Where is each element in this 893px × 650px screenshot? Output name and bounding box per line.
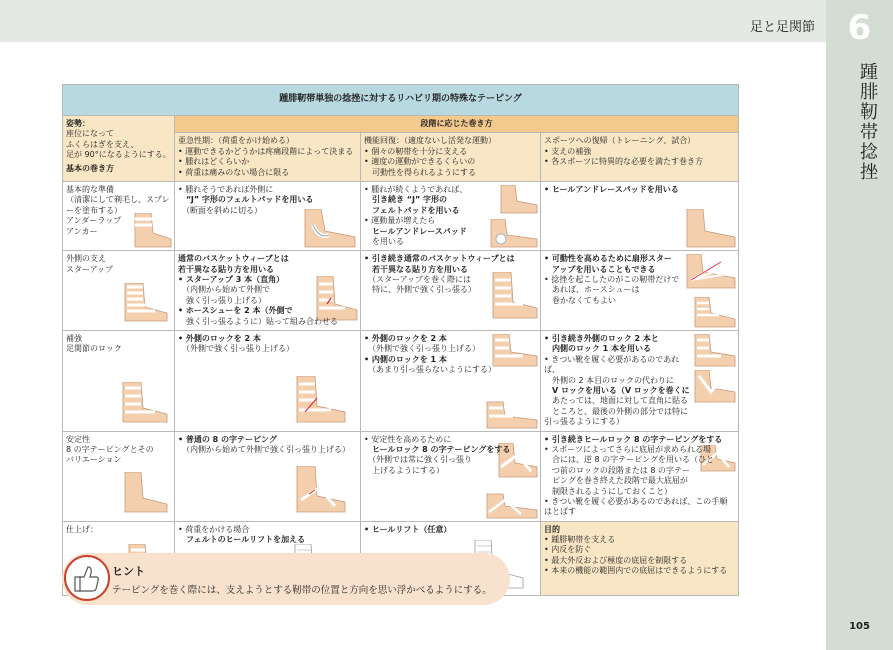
row-label: 補強 (66, 334, 82, 344)
subacute-cell (175, 181, 361, 250)
cell-text (364, 334, 537, 376)
ankle-lock-illustration (291, 376, 347, 426)
cell-line: （あまり引っ張らないようにする） (364, 365, 496, 375)
cell-line: （外側で強く引っ張り上げる） (364, 344, 480, 354)
stage-title: 機能回復：（適度ないし活発な運動） (364, 136, 496, 146)
stage-item: • 適度の運動ができるくらいの (364, 157, 476, 167)
row-label-cell (63, 181, 175, 250)
cell-line: • 普通の 8 の字テーピング (178, 434, 277, 444)
stage-header-row (63, 116, 739, 133)
recovery-cell (361, 431, 541, 521)
posture-line: ふくらはぎを支え、 (66, 139, 139, 149)
cell-line: を用いる (364, 236, 404, 246)
cell-line: 強く引っ張り上げる） (178, 295, 266, 305)
row-label: アンカー (66, 226, 98, 236)
cell-line: 合には、逆 8 の字テーピングを用いる（ひと (544, 455, 715, 465)
heel-lace-pad-illustration (677, 209, 737, 249)
cell-line: （内側から始めて外側で (178, 285, 270, 295)
ankle-lock-illustration (119, 382, 169, 424)
cell-text (544, 334, 694, 428)
recovery-cell (361, 181, 541, 250)
page-number: 105 (849, 621, 870, 632)
hint-box (62, 553, 510, 605)
cell-text (178, 334, 357, 355)
purpose-item: • 内反を防ぐ (544, 545, 592, 555)
cell-line: アップを用いることもできる (544, 264, 656, 274)
stage-column-recovery (361, 133, 541, 182)
cell-line: 若干異なる貼り方を用いる (178, 264, 274, 274)
table-row (63, 181, 739, 250)
cell-line: （外側で強く引っ張り上げる） (178, 344, 294, 354)
heel-lock-illustration (483, 492, 539, 520)
cell-line: 若干異なる貼り方を用いる (364, 264, 468, 274)
cell-line: 特に、外側で強く引っ張る） (364, 285, 476, 295)
cell-text (178, 185, 357, 216)
cell-text (178, 525, 357, 546)
cell-line: • 腫れそうであれば外側に (178, 184, 274, 194)
row-label: 安定性 (66, 434, 90, 444)
row-label: スターアップ (66, 264, 114, 274)
figure-eight-illustration (119, 472, 169, 514)
cell-line: • きつい靴を履く必要があるのであれば、 (544, 354, 680, 375)
figure-eight-illustration (291, 466, 347, 516)
header-band (0, 0, 826, 42)
purpose-cell (541, 521, 739, 595)
cell-line: “J” 字形のフェルトパッドを用いる (178, 195, 314, 205)
table-caption: 踵腓靭帯単独の捻挫に対するリハビリ期の特殊なテーピング (63, 85, 739, 116)
cell-line: 制限されるようにしておくこと） (544, 486, 672, 496)
cell-line: 外側の 2 本目のロックの代わりに (544, 375, 675, 385)
row-label-cell (63, 251, 175, 331)
row-label: アンダーラップ (66, 216, 122, 226)
stage-column-subacute (175, 133, 361, 182)
cell-line: • 外側のロックを 2 本 (364, 334, 447, 344)
cell-text (364, 185, 537, 247)
table-row (63, 251, 739, 331)
cell-line: あたっては、地面に対して直角に貼る (544, 396, 688, 406)
stage-item: • 荷重は痛みのない場合に限る (178, 167, 290, 177)
row-label-cell (63, 431, 175, 521)
cell-text (364, 254, 537, 296)
cell-line: （外側では常に強く引っ張り (364, 455, 472, 465)
purpose-item: • 踵腓靭帯を支える (544, 535, 616, 545)
chapter-number: 6 (847, 8, 872, 48)
hint-text: テーピングを巻く際には、支えようとする靭帯の位置と方向を思い浮かべるようにする。 (112, 585, 492, 596)
cell-line: • ホースシューを 2 本（外側で (178, 306, 293, 316)
subacute-cell (175, 251, 361, 331)
stage-item: • 個々の靭帯を十分に支える (364, 146, 468, 156)
cell-line: （スターアップを巻く際には (364, 275, 472, 285)
cell-text (544, 435, 735, 518)
row-label: 8 の字テーピングとその (66, 444, 154, 454)
hint-title: ヒント (112, 565, 145, 578)
cell-line: ところと、最後の外側の部分では特に引っ張るようにする） (544, 406, 688, 427)
cell-line: • 運動量が増えたら (364, 216, 436, 226)
table-row (63, 431, 739, 521)
subacute-cell (175, 431, 361, 521)
row-label: （清潔にして剃毛し、スプレーを塗布する） (66, 195, 170, 215)
chapter-side-tab (826, 0, 893, 650)
stage-item: 可動性を得られるようにする (364, 167, 476, 177)
v-lock-illustration (691, 370, 737, 404)
cell-line: • 内側のロックを 1 本 (364, 354, 447, 364)
cell-text (178, 435, 357, 456)
cell-text (364, 435, 537, 477)
cell-line: 強く引っ張るように）貼って組み合わせる (178, 316, 338, 326)
row-label: 外側の支え (66, 254, 106, 264)
cell-line: （断面を斜めに切る） (178, 205, 262, 215)
cell-line: • ヒールアンドレースパッドを用いる (544, 184, 679, 194)
stirrup-tape-illustration (121, 283, 169, 323)
thumbs-up-icon (64, 555, 110, 601)
table-caption-row (63, 85, 739, 116)
stage-column-return (541, 133, 739, 182)
cell-line: 巻かなくてもよい (544, 295, 616, 305)
row-label: 足関節のロック (66, 344, 122, 354)
table-row (63, 331, 739, 432)
cell-line: ヒールアンドレースパッド (364, 226, 467, 236)
row-label-cell (63, 331, 175, 432)
cell-line: つ前のロックの段階または 8 の字テー (544, 465, 691, 475)
stage-title: 亜急性期：（荷重をかけ始める） (178, 136, 294, 146)
stage-item: • 腫れはどくらいか (178, 157, 250, 167)
corner-cell (63, 116, 175, 182)
recovery-cell (361, 251, 541, 331)
cell-line: 内側のロック 1 本を用いる (544, 344, 651, 354)
return-cell (541, 181, 739, 250)
subacute-cell (175, 331, 361, 432)
cell-line: あれば、ホースシューは (544, 285, 640, 295)
cell-line: 通常のバスケットウィーブとは (178, 254, 289, 264)
cell-line: • ヒールリフト（任意） (364, 524, 452, 534)
stage-item: • 支えの補強 (544, 146, 592, 156)
posture-line: 足が 90°になるようにする。 (66, 150, 171, 160)
return-cell (541, 251, 739, 331)
cell-line: • 荷重をかける場合 (178, 524, 250, 534)
cell-line: • 腫れが続くようであれば、 (364, 184, 468, 194)
recovery-cell (361, 331, 541, 432)
cell-line: 上げるようにする） (364, 465, 444, 475)
cell-line: • 外側のロックを 2 本 (178, 334, 261, 344)
cell-line: フェルトパッドを用いる (364, 205, 460, 215)
cell-text (544, 185, 735, 195)
purpose-item: • 本来の機能の範囲内での底屈はできるようにする (544, 566, 728, 576)
cell-line: • 安定性を高めるために (364, 434, 452, 444)
cell-line: ピングを巻き終えた段階で最大底屈が (544, 476, 688, 486)
cell-text (178, 254, 357, 327)
stage-header: 段階に応じた巻き方 (175, 116, 739, 133)
cell-line: （内側から始めて外側で強く引っ張り上げる） (178, 444, 350, 454)
cell-text (544, 254, 735, 306)
cell-line: • 捻挫を起こしたのがこの靭帯だけで (544, 275, 680, 285)
basic-method-label: 基本の巻き方 (66, 163, 114, 173)
taping-table (62, 84, 739, 596)
cell-line: • 引き続きヒールロック 8 の字テーピングをする (544, 434, 723, 444)
posture-line: 座位になって (66, 129, 114, 139)
medial-lock-illustration (483, 398, 539, 430)
lateral-lock-illustration (691, 334, 737, 368)
stage-item: • 各スポーツに特異的な必要を満たす巻き方 (544, 157, 703, 167)
stage-item: • 運動できるかどうかは疼痛段階によって決まる (178, 146, 354, 156)
chapter-title: 足と足関節 (749, 20, 815, 35)
return-cell (541, 431, 739, 521)
cell-line: • スポーツによってさらに底屈が求められる場 (544, 444, 711, 454)
cell-text (364, 525, 537, 535)
cell-line: フェルトのヒールリフトを加える (178, 535, 306, 545)
cell-line: • 可動性を高めるために扇形スター (544, 254, 672, 264)
cell-line: • きつい靴を履く必要があるのであれば、この手順はとばす (544, 496, 728, 517)
return-cell (541, 331, 739, 432)
posture-label: 姿勢： (66, 119, 90, 128)
cell-line: • 引き続き外側のロック 2 本と (544, 334, 659, 344)
row-label: 仕上げ： (66, 524, 98, 534)
row-label: バリエーション (66, 455, 122, 465)
vertical-section-title: 踵腓靭帯捻挫 (857, 62, 878, 182)
stage-title: スポーツへの復帰（トレーニング、試合） (544, 136, 696, 146)
cell-line: ヒールロック 8 の字テーピングをする (364, 444, 511, 454)
cell-line: V ロックを用いる（V ロックを巻くに (544, 385, 690, 395)
row-label: 基本的な準備 (66, 184, 114, 194)
cell-line: 引き続き “J” 字形の (364, 195, 448, 205)
purpose-item: • 最大外反および極度の底屈を制限する (544, 555, 688, 565)
cell-line: • スターアップ 3 本（直角） (178, 275, 285, 285)
purpose-title: 目的 (544, 524, 560, 534)
cell-line: • 引き続き通常のバスケットウィーブとは (364, 254, 515, 264)
